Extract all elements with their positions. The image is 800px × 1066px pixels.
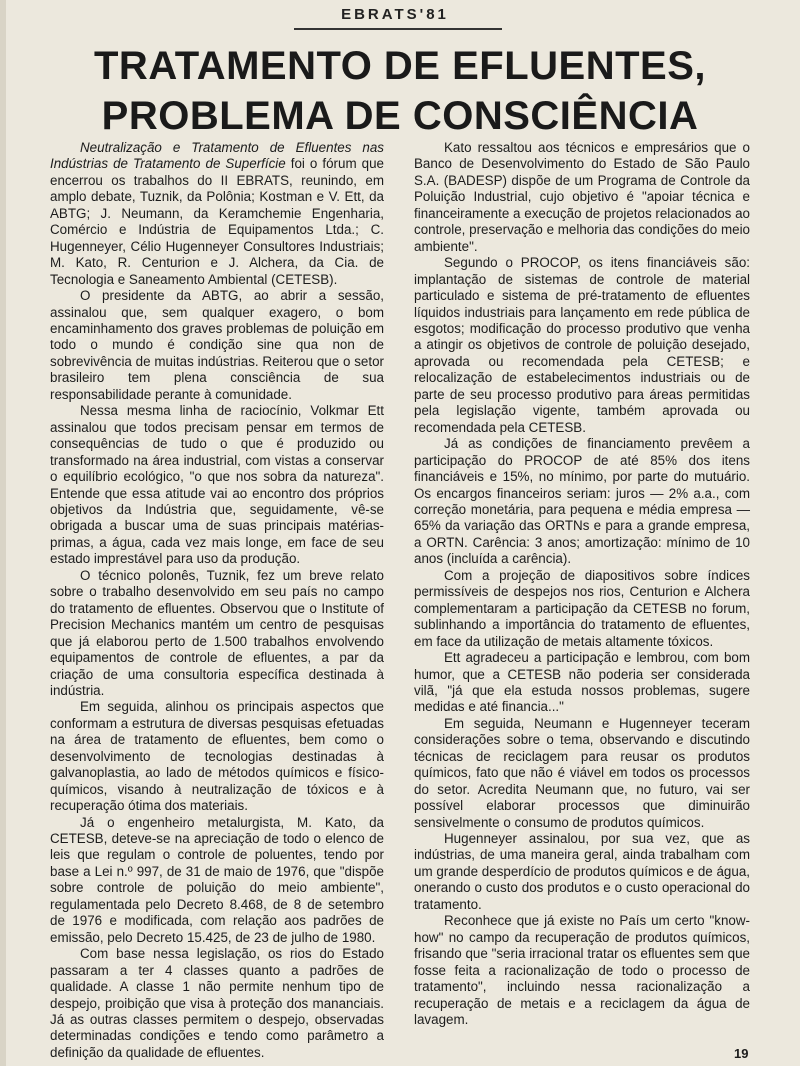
paragraph: Com a projeção de diapositivos sobre índices permissíveis de despejos nos rios, Centurion e Alchera complementaram a participação da CETESB no forum, sublinhando a importância do tratamento de efluentes, em face da utilização de metais altamente tóxicos. (414, 567, 750, 649)
paragraph: O presidente da ABTG, ao abrir a sessão, assinalou que, sem qualquer exagero, o bom encaminhamento dos graves problemas de poluição em todo o mundo é condição sine qua non de sobrevivência de muitas indústrias. Reiterou que o setor brasileiro tem plena consciência de sua responsabilidade perante à comunidade. (50, 288, 384, 402)
paragraph: Reconhece que já existe no País um certo "know-how" no campo da recuperação de produtos químicos, frisando que "seria irracional tratar os efluentes sem que fosse feita a racionalização de todo o processo de tratamento", incluindo nessa racionalização a recuperação de metais e a reciclagem da água de lavagem. (414, 913, 750, 1028)
article-title-line-1: TRATAMENTO DE EFLUENTES, (94, 44, 706, 88)
paragraph: Já o engenheiro metalurgista, M. Kato, da CETESB, deteve-se na apreciação de todo o elenco de leis que regulam o controle de poluentes, tendo por base a Lei n.º 997, de 31 de maio de 1976, que "dispõe sobre controle de poluição do meio ambiente", regulamentada pelo Decreto 8.468, de 8 de setembro de 1976 e modificada, com relação aos padrões de emissão, pelo Decreto 15.425, de 23 de julho de 1980. (50, 814, 384, 945)
paragraph: Com base nessa legislação, os rios do Estado passaram a ter 4 classes quanto a padrões de qualidade. A classe 1 não permite nenhum tipo de despejo, proibição que visa à proteção dos mananciais. Já as outras classes permitem o despejo, observadas determinadas condições e tendo como parâmetro a definição da qualidade de efluentes. (50, 946, 384, 1060)
paragraph: O técnico polonês, Tuznik, fez um breve relato sobre o trabalho desenvolvido em seu país no campo do tratamento de efluentes. Observou que o Institute of Precision Mechanics mantém um centro de pesquisas que já elaborou perto de 1.500 trabalhos envolvendo equipamentos de controle de efluentes, a par da criação de uma consultoria específica destinada à indústria. (50, 567, 384, 698)
paragraph: Em seguida, Neumann e Hugenneyer teceram considerações sobre o tema, observando e discutindo técnicas de reciclagem para reusar os produtos químicos, fato que não é viável em todos os processos do setor. Acredita Neumann que, no futuro, vai ser possível elaborar processos que diminuirão sensivelmente o consumo de produtos químicos. (414, 715, 750, 830)
left-column (50, 140, 384, 1061)
paragraph: Nessa mesma linha de raciocínio, Volkmar Ett assinalou que todos precisam pensar em termos de consequências de tudo o que é produzido ou transformado na área industrial, com vistas a conservar o equilíbrio ecológico, "o que nos sobra da natureza". Entende que essa atitude vai ao encontro dos próprios objetivos da Indústria que, seguidamente, vê-se obrigada a buscar uma de suas principais matérias-primas, a água, cada vez mais longe, em face de seu estado imprestável para uso da produção. (50, 403, 384, 567)
paragraph: Kato ressaltou aos técnicos e empresários que o Banco de Desenvolvimento do Estado de São Paulo S.A. (BADESP) dispõe de um Programa de Controle da Poluição Industrial, cujo objetivo é "apoiar técnica e financeiramente a execução de projetos relacionados ao controle, preservação e melhoria das condições do meio ambiente". (414, 140, 750, 254)
right-column (414, 140, 750, 1028)
paragraph: Em seguida, alinhou os principais aspectos que conformam a estrutura de diversas pesquisas efetuadas na área de tratamento de efluentes, bem como o desenvolvimento de tecnologias destinadas à galvanoplastia, ao lado de métodos químicos e físico-químicos, visando à neutralização de tóxicos e à recuperação ótima dos materiais. (50, 699, 384, 814)
intro-paragraph (50, 140, 384, 288)
page-edge (0, 0, 6, 1066)
intro-text: foi o fórum que encerrou os trabalhos do II EBRATS, reunindo, em amplo debate, Tuznik, da Polônia; Kostman e V. Ett, da ABTG; J. Neumann, da Keramchemie Engenharia, Comércio e Indústria de Equipamentos Ltda.; C. Hugenneyer, Célio Hugenneyer Consultores Industriais; M. Kato, R. Centurion e J. Alchera, da Cia. de Tecnologia e Saneamento Ambiental (CETESB). (50, 156, 384, 287)
paragraph: Segundo o PROCOP, os itens financiáveis são: implantação de sistemas de controle de material particulado e sistema de pré-tratamento de efluentes líquidos industriais para lançamento em rede pública de esgotos; modificação do processo produtivo que venha a atingir os objetivos de controle de poluição desejado, aprovada ou recomendada pela CETESB; e relocalização de estabelecimentos industriais ou de parte de seu processo produtivo para áreas permitidas pela legislação vigente, também aprovada ou recomendada pela CETESB. (414, 255, 750, 435)
paragraph: Hugenneyer assinalou, por sua vez, que as indústrias, de uma maneira geral, ainda trabalham com um grande desperdício de produtos químicos e de água, onerando o custo dos produtos e o custo operacional do tratamento. (414, 831, 750, 912)
header-rule (294, 28, 502, 30)
page-number: 19 (734, 1046, 749, 1061)
paragraph: Já as condições de financiamento prevêem a participação do PROCOP de até 85% dos itens financiáveis e 15%, no mínimo, por parte do mutuário. Os encargos financeiros seriam: juros — 2% a.a., com correção monetária, para pequena e média empresa — 65% da variação das ORTNs e para a grande empresa, a ORTN. Carência: 3 anos; amortização: mínimo de 10 anos (incluída a carência). (414, 436, 750, 567)
article-title-line-2: PROBLEMA DE CONSCIÊNCIA (101, 94, 699, 138)
intro-italic-text: Neutralização e Tratamento de Efluentes nas Indústrias de Tratamento de Superfície (50, 140, 384, 172)
paragraph: Ett agradeceu a participação e lembrou, com bom humor, que a CETESB não poderia ser considerada vilã, "já que ela estuda nossos problemas, sugere medidas e até financia..." (414, 650, 750, 715)
running-header: EBRATS'81 (341, 6, 449, 23)
